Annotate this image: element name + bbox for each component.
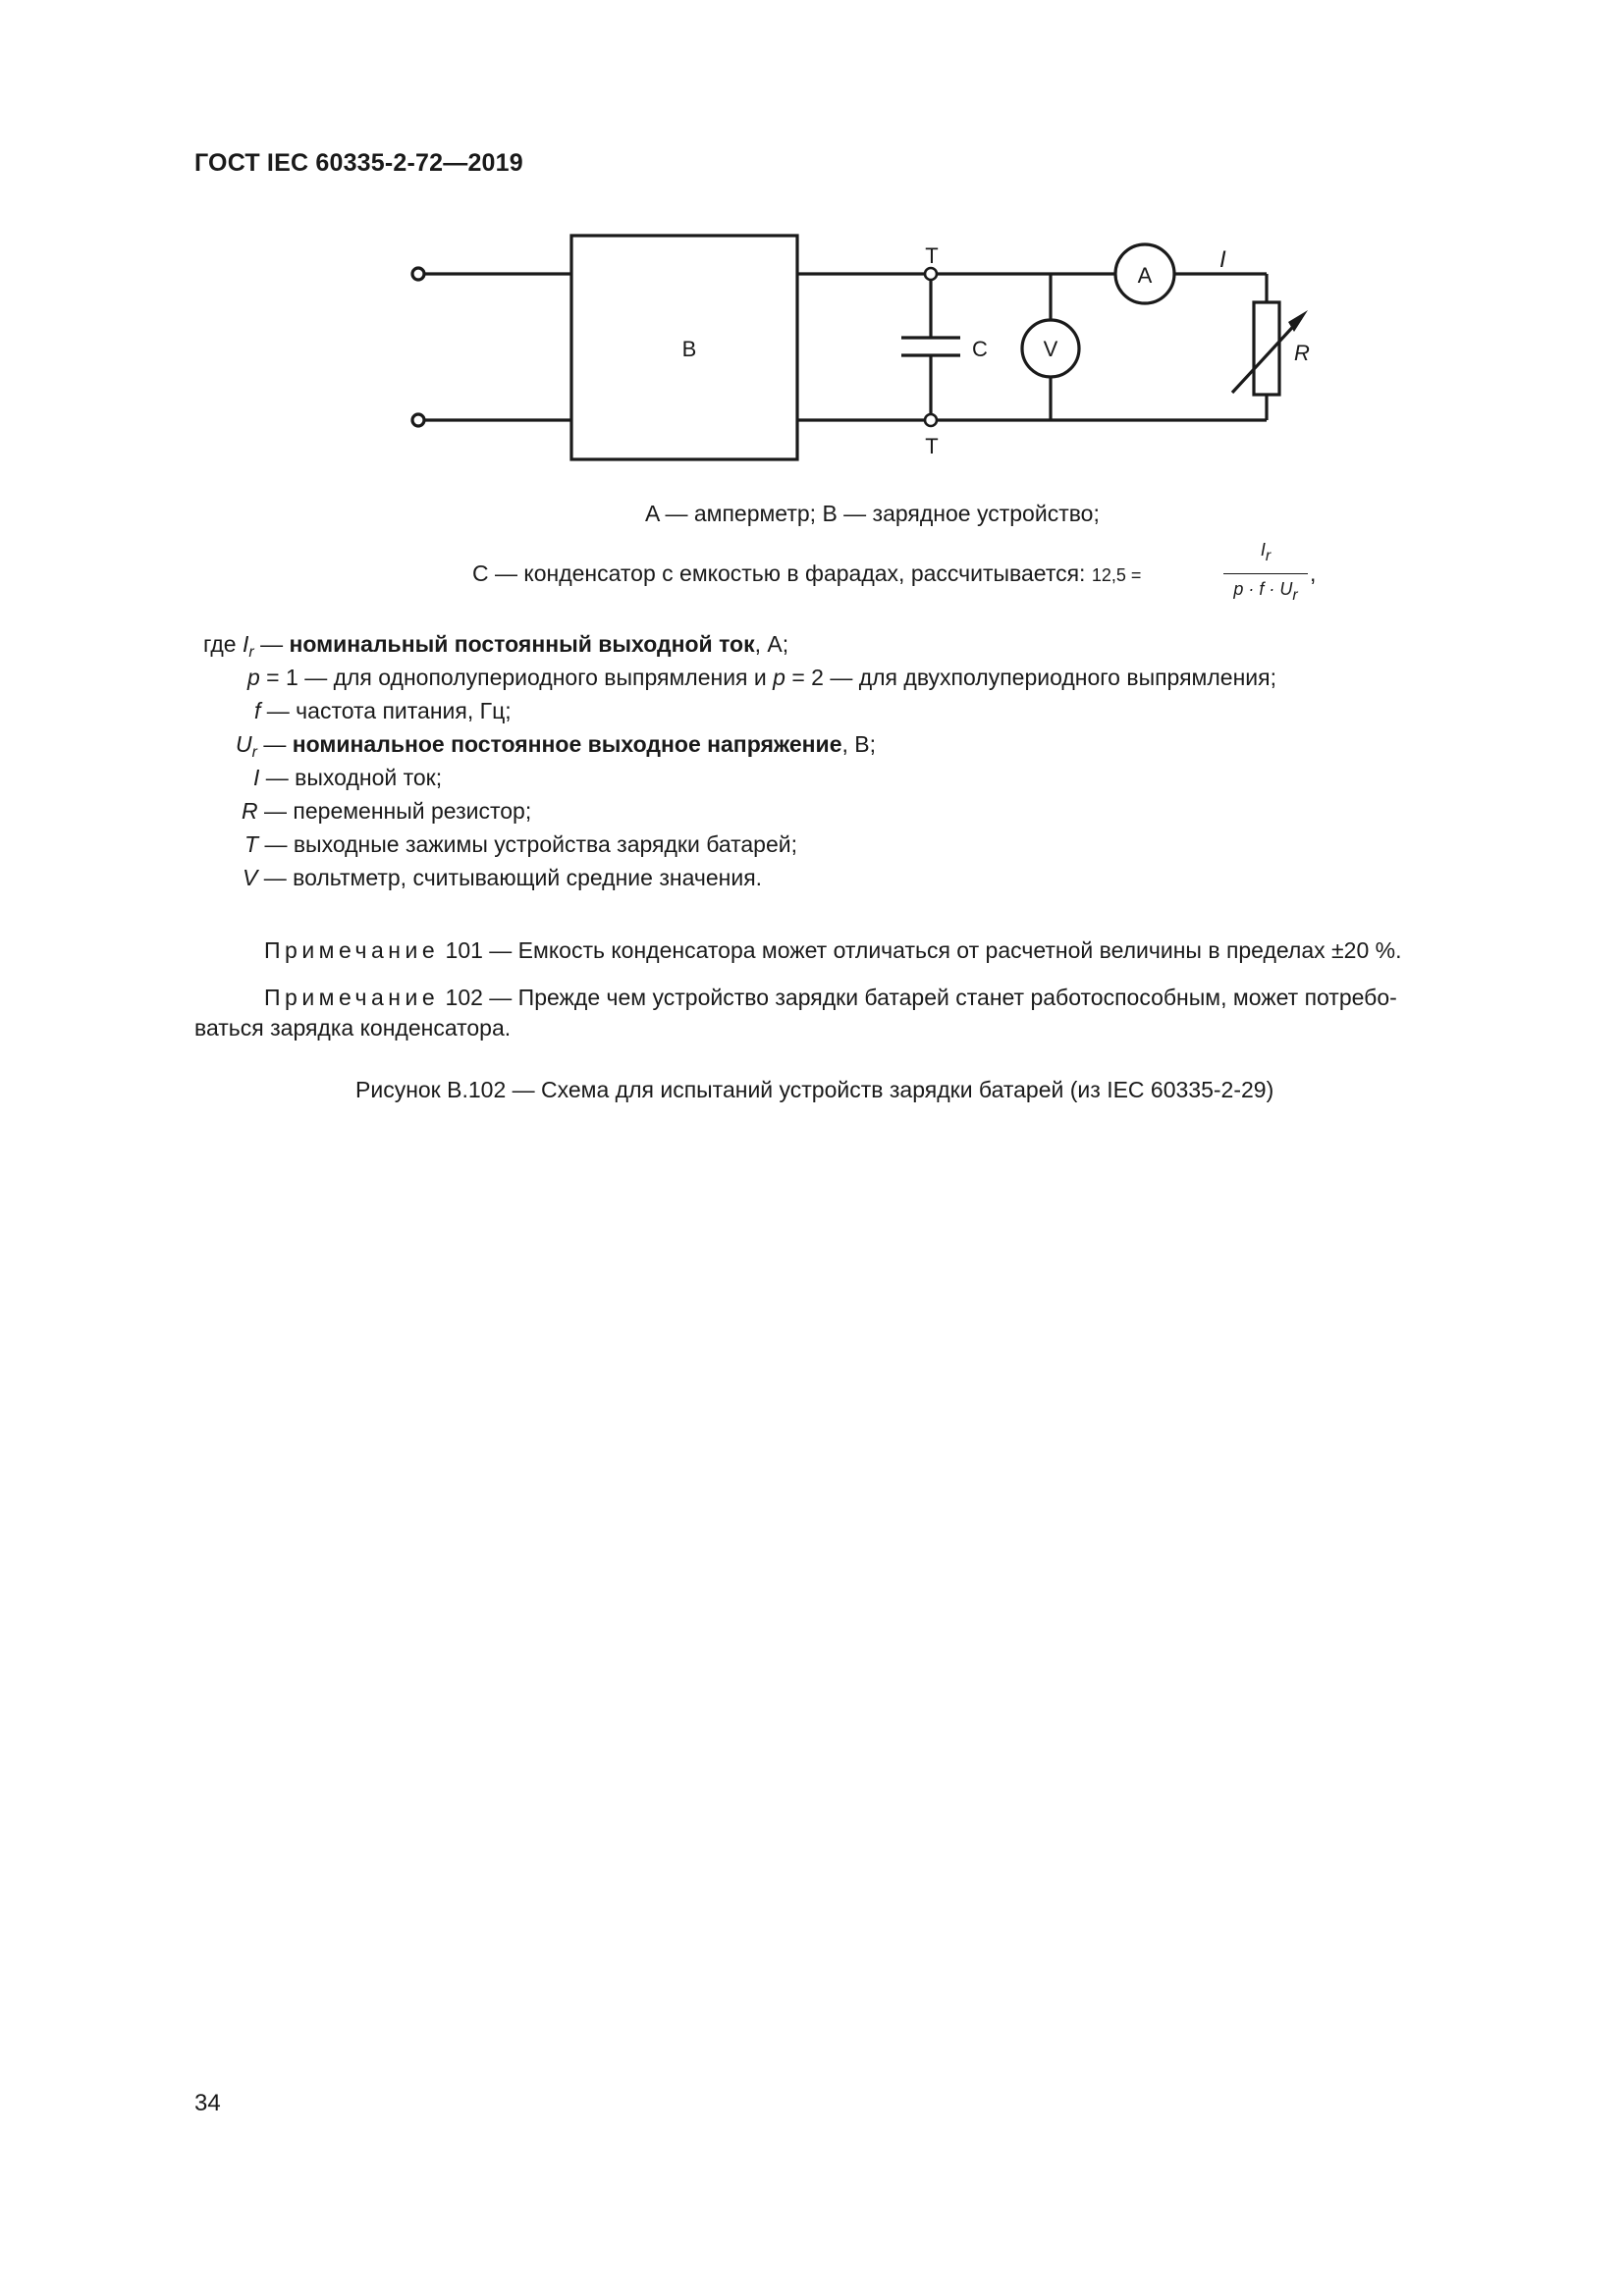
current-label: I bbox=[1219, 246, 1226, 273]
capacitor-label: C bbox=[972, 337, 988, 361]
output-terminal-top bbox=[925, 268, 937, 280]
note-102-continuation: ваться зарядка конденсатора. bbox=[194, 1015, 512, 1041]
definition-t: T — выходные зажимы устройства зарядки батарей; bbox=[244, 831, 798, 857]
definition-f: f — частота питания, Гц; bbox=[254, 698, 512, 723]
circuit-diagram bbox=[0, 0, 1624, 510]
note-label: Примечание bbox=[264, 985, 440, 1010]
page-number: 34 bbox=[194, 2090, 221, 2116]
resistor-label: R bbox=[1294, 341, 1310, 365]
note-102: Примечание 102 — Прежде чем устройство зарядки батарей станет работоспособным, может потребо- bbox=[264, 985, 1397, 1010]
output-terminal-bottom bbox=[925, 414, 937, 426]
capacitance-formula bbox=[1223, 540, 1308, 604]
legend-capacitor-text: C — конденсатор с емкостью в фарадах, рассчитывается: bbox=[472, 561, 1086, 586]
block-label: B bbox=[681, 337, 697, 361]
definition-p: p = 1 — для однополупериодного выпрямления и p = 2 — для двухполупериодного выпрямления; bbox=[247, 665, 1276, 690]
formula-denominator: $p \cdot f \cdot U_r$ bbox=[1233, 579, 1298, 604]
ammeter-label: A bbox=[1137, 263, 1153, 288]
definition-r: R — переменный резистор; bbox=[242, 798, 532, 824]
voltmeter-label: V bbox=[1043, 337, 1058, 361]
note-label: Примечание bbox=[264, 937, 440, 963]
terminal-label-bottom: T bbox=[925, 434, 939, 458]
input-terminal-top bbox=[412, 268, 424, 280]
definition-ir: где $I_r$ — номинальный постоянный выходной ток, A; bbox=[203, 631, 789, 661]
resistor-symbol bbox=[1254, 302, 1279, 395]
document-header: ГОСТ IEC 60335-2-72—2019 bbox=[194, 149, 523, 177]
definition-ur: $U_r$ — номинальное постоянное выходное напряжение, B; bbox=[236, 731, 876, 761]
formula-numerator: $I_r$ bbox=[1260, 540, 1272, 564]
legend-line-2 bbox=[472, 561, 1141, 587]
definition-i: I — выходной ток; bbox=[253, 765, 443, 790]
definition-v: V — вольтметр, считывающий средние значения. bbox=[243, 865, 763, 890]
formula-trailing-comma: , bbox=[1310, 561, 1317, 586]
note-101: Примечание 101 — Емкость конденсатора может отличаться от расчетной величины в пределах ±20 %. bbox=[264, 937, 1402, 963]
fraction-bar bbox=[1223, 573, 1308, 574]
input-terminal-bottom bbox=[412, 414, 424, 426]
formula-coefficient: 12,5 = bbox=[1091, 565, 1142, 585]
figure-caption: Рисунок B.102 — Схема для испытаний устройств зарядки батарей (из IEC 60335-2-29) bbox=[355, 1077, 1274, 1102]
terminal-label-top: T bbox=[925, 243, 939, 268]
legend-line-1: A — амперметр; B — зарядное устройство; bbox=[645, 501, 1100, 526]
